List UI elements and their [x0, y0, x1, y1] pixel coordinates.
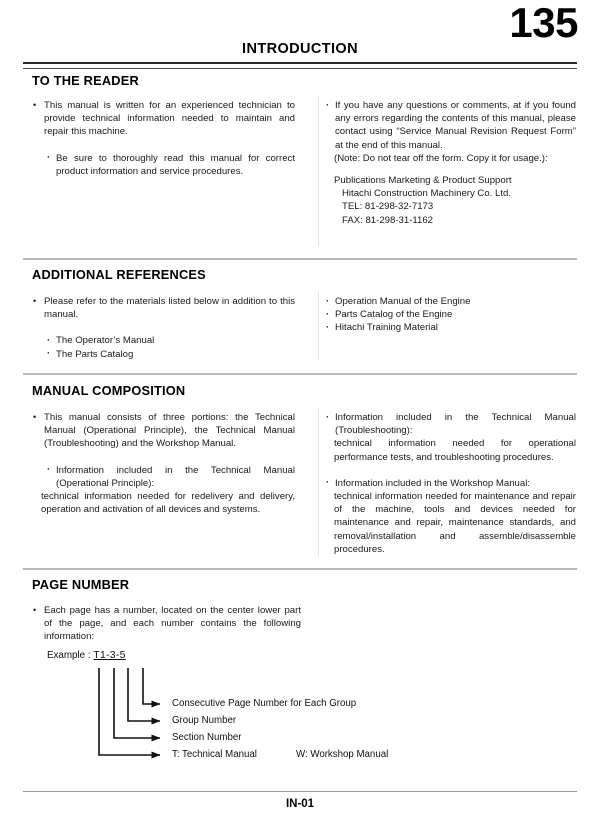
section-title-to-the-reader: TO THE READER: [32, 73, 139, 88]
paragraph: • Please refer to the materials listed below in addition to this manual.: [33, 295, 295, 321]
column-divider: [318, 408, 319, 556]
paragraph: • This manual consists of three portions: the Technical Manual (Operational Principle), the Technical Manual (Troubleshooting) and the Workshop Manual.: [33, 411, 295, 451]
to-the-reader-right-column: [326, 99, 576, 227]
contact-line: Hitachi Construction Machinery Co. Ltd.: [342, 188, 512, 200]
column-divider: [318, 292, 319, 360]
paragraph-body: technical information needed for maintenance and repair of the machine, tools and devices needed for maintenance and repair, maintenance standards, and removal/installation and assemble/disassemble procedures.: [334, 491, 576, 555]
paragraph: • This manual is written for an experienced technician to provide technical information needed to maintain and repair this machine.: [33, 99, 295, 139]
list-item: · Hitachi Training Material: [326, 321, 576, 334]
footer-rule: [23, 791, 577, 792]
example-code-part-section: 1: [99, 650, 107, 661]
list-item: · The Parts Catalog: [47, 348, 295, 361]
list-item: · Operation Manual of the Engine: [326, 295, 576, 308]
example-code-part-type: T: [93, 650, 100, 661]
section-rule: [23, 373, 577, 375]
example-prefix: Example :: [47, 650, 91, 661]
list-item: · The Operator’s Manual: [47, 334, 295, 347]
contact-line: Publications Marketing & Product Support: [334, 175, 512, 187]
paragraph-body: technical information needed for operational performance tests, and troubleshooting procedures.: [334, 438, 576, 463]
column-divider: [318, 96, 319, 246]
diagram-label-group-number: Group Number: [172, 715, 237, 726]
paragraph: · Be sure to thoroughly read this manual for correct product information and service procedures.: [47, 152, 295, 178]
section-title-additional-references: ADDITIONAL REFERENCES: [32, 267, 206, 282]
to-the-reader-left-column: [33, 99, 295, 178]
page-number-example: [47, 650, 126, 661]
paragraph: · If you have any questions or comments, at if you found any errors regarding the contents of this manual, please contact using “Service Manual Revision Request Form” at the end of this manual.: [326, 99, 576, 152]
paragraph-heading: · Information included in the Technical Manual (Operational Principle):: [47, 464, 295, 490]
contact-line: TEL: 81-298-32-7173: [342, 201, 434, 213]
page-number-top: 135: [509, 0, 578, 46]
footer-page-label: IN-01: [285, 798, 315, 810]
contact-line: FAX: 81-298-31-1162: [342, 214, 434, 226]
additional-references-right-column: [326, 295, 576, 335]
document-title: INTRODUCTION: [242, 41, 358, 57]
section-rule: [23, 568, 577, 570]
paragraph: • Each page has a number, located on the center lower part of the page, and each number contains the following information:: [33, 604, 301, 644]
header-rule: [23, 62, 577, 69]
paragraph-body: technical information needed for redelivery and delivery, operation and activation of all devices and systems.: [41, 491, 295, 516]
section-title-manual-composition: MANUAL COMPOSITION: [32, 383, 186, 398]
paragraph-heading: · Information included in the Workshop Manual:: [326, 477, 576, 490]
paragraph-heading: · Information included in the Technical Manual (Troubleshooting):: [326, 411, 576, 437]
example-code-part-page: -5: [115, 650, 126, 661]
diagram-label-consecutive-page-number: Consecutive Page Number for Each Group: [172, 698, 357, 709]
additional-references-left-column: [33, 295, 295, 361]
section-title-page-number: PAGE NUMBER: [32, 577, 130, 592]
diagram-label-technical-manual: T: Technical Manual: [172, 749, 257, 760]
paragraph-note: (Note: Do not tear off the form. Copy it for usage.):: [334, 152, 548, 164]
diagram-label-workshop-manual: W: Workshop Manual: [296, 749, 389, 760]
diagram-label-section-number: Section Number: [172, 732, 242, 743]
manual-composition-left-column: [33, 411, 295, 516]
list-item: · Parts Catalog of the Engine: [326, 308, 576, 321]
section-rule: [23, 258, 577, 260]
example-code-part-group: -3: [106, 650, 116, 661]
page-number-left-column: [33, 604, 301, 644]
manual-composition-right-column: [326, 411, 576, 556]
